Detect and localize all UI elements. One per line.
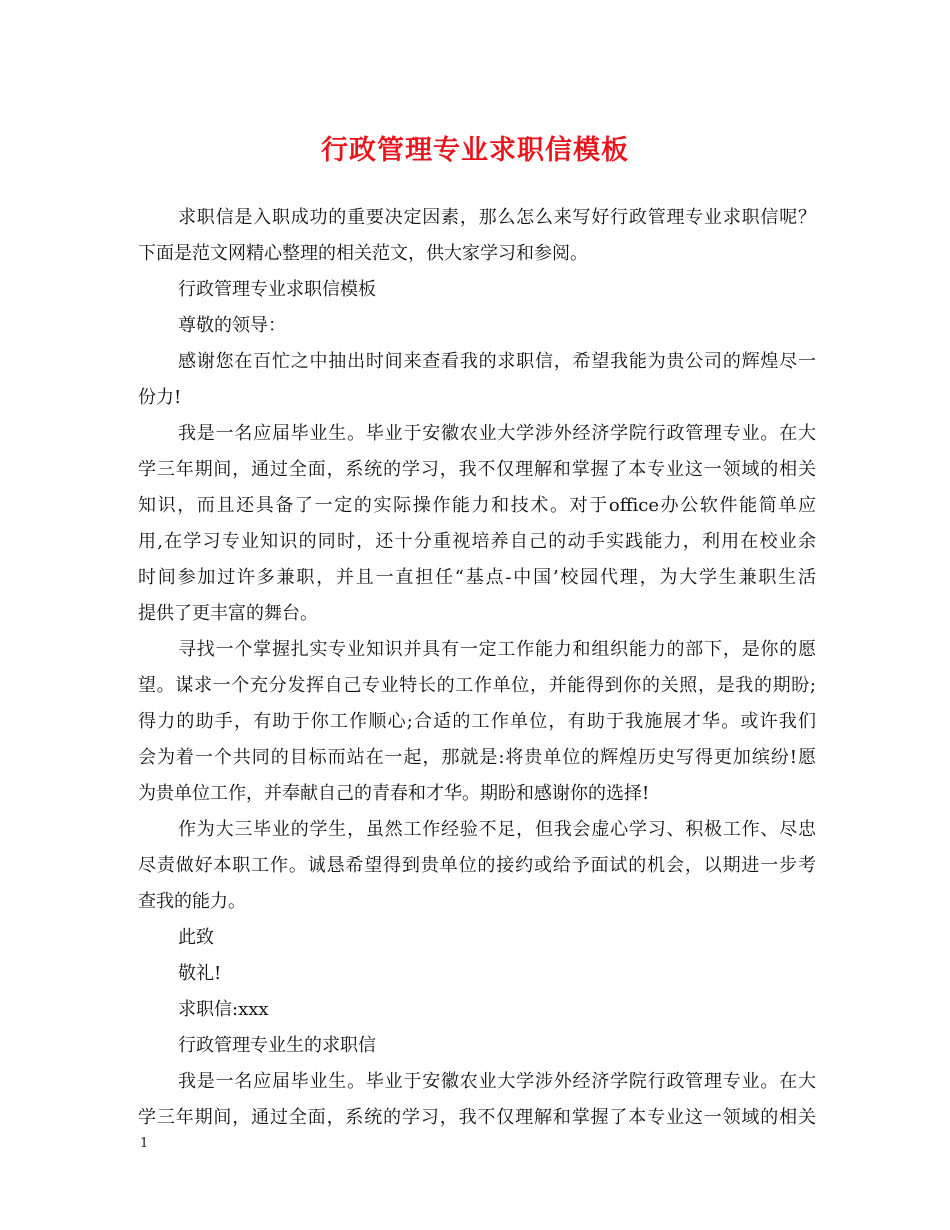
text-line: 为贵单位工作，并奉献自己的青春和才华。期盼和感谢你的选择! bbox=[138, 783, 650, 804]
text-line: 下面是范文网精心整理的相关范文，供大家学习和参阅。 bbox=[138, 243, 588, 264]
text-line: 份力! bbox=[138, 387, 182, 408]
text-line: 求职信是入职成功的重要决定因素，那么怎么来写好行政管理专业求职信呢？ bbox=[178, 207, 816, 228]
text-line: 学三年期间，通过全面，系统的学习，我不仅理解和掌握了本专业这一领域的相关 bbox=[138, 1107, 816, 1128]
text-line: 我是一名应届毕业生。毕业于安徽农业大学涉外经济学院行政管理专业。在大 bbox=[178, 1071, 816, 1092]
text-line: 提供了更丰富的舞台。 bbox=[138, 603, 318, 624]
page-number: 1 bbox=[140, 1136, 149, 1151]
text-line: 会为着一个共同的目标而站在一起，那就是:将贵单位的辉煌历史写得更加缤纷!愿 bbox=[138, 747, 816, 768]
document-body bbox=[138, 200, 816, 1136]
text-line: 尽责做好本职工作。诚恳希望得到贵单位的接约或给予面试的机会，以期进一步考 bbox=[138, 855, 816, 876]
text-line: 得力的助手，有助于你工作顺心;合适的工作单位，有助于我施展才华。或许我们 bbox=[138, 711, 816, 732]
document-title: 行政管理专业求职信模板 bbox=[321, 135, 629, 166]
text-line: 用,在学习专业知识的同时，还十分重视培养自己的动手实践能力，利用在校业余 bbox=[138, 531, 816, 552]
text-line: 时间参加过许多兼职，并且一直担任“基点-中国’校园代理，为大学生兼职生活 bbox=[138, 567, 816, 588]
text-line: 学三年期间，通过全面，系统的学习，我不仅理解和掌握了本专业这一领域的相关 bbox=[138, 459, 816, 480]
text-line: 尊敬的领导： bbox=[178, 315, 286, 336]
text-line: 行政管理专业求职信模板 bbox=[178, 279, 376, 300]
text-line: 此致 bbox=[178, 927, 214, 948]
text-line: 作为大三毕业的学生，虽然工作经验不足，但我会虚心学习、积极工作、尽忠 bbox=[178, 819, 816, 840]
text-line: 行政管理专业生的求职信 bbox=[178, 1035, 376, 1056]
text-line: 查我的能力。 bbox=[138, 891, 246, 912]
text-line: 求职信:xxx bbox=[178, 999, 269, 1020]
text-line: 望。谋求一个充分发挥自己专业特长的工作单位，并能得到你的关照，是我的期盼; bbox=[138, 675, 816, 696]
text-line: 感谢您在百忙之中抽出时间来查看我的求职信，希望我能为贵公司的辉煌尽一 bbox=[178, 351, 816, 372]
text-line: 敬礼! bbox=[178, 963, 222, 984]
text-line: 知识，而且还具备了一定的实际操作能力和技术。对于office办公软件能简单应 bbox=[138, 495, 816, 516]
text-line: 我是一名应届毕业生。毕业于安徽农业大学涉外经济学院行政管理专业。在大 bbox=[178, 423, 816, 444]
text-line: 寻找一个掌握扎实专业知识并具有一定工作能力和组织能力的部下，是你的愿 bbox=[178, 639, 816, 660]
